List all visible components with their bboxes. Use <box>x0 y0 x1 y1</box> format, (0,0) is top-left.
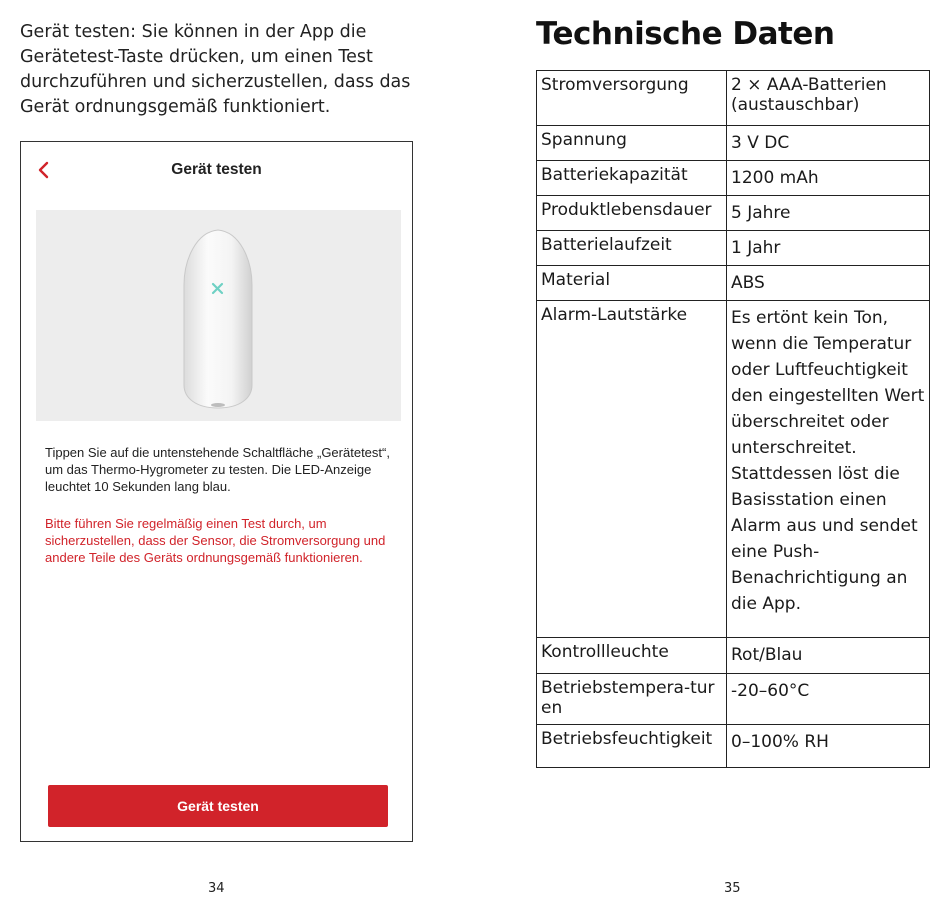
table-row <box>537 674 930 725</box>
spec-value: 3 V DC <box>727 126 930 161</box>
table-row <box>537 161 930 196</box>
spec-value: Rot/Blau <box>727 638 930 674</box>
screen-title: Gerät testen <box>171 161 262 178</box>
table-row <box>537 126 930 161</box>
spec-key: Betriebsfeuchtigkeit <box>537 725 727 768</box>
spec-key: Produktlebensdauer <box>537 196 727 231</box>
spec-key: Spannung <box>537 126 727 161</box>
table-row <box>537 196 930 231</box>
intro-text: Gerät testen: Sie können in der App die Gerätetest-Taste drücken, um einen Test durchzuführen und sicherzustellen, dass das Gerät ordnungsgemäß funktioniert. <box>20 22 411 117</box>
table-row <box>537 638 930 674</box>
spec-key: Alarm-Lautstärke <box>537 301 727 638</box>
spec-key: Kontrollleuchte <box>537 638 727 674</box>
app-screenshot <box>20 141 413 842</box>
spec-value: 2 × AAA-Batterien (austauschbar) <box>727 71 930 126</box>
specs-title: Technische Daten <box>536 16 835 52</box>
spec-key: Batterielaufzeit <box>537 231 727 266</box>
spec-key: Betriebstempera-turen <box>537 674 727 725</box>
spec-key: Batteriekapazität <box>537 161 727 196</box>
spec-key: Stromversorgung <box>537 71 727 126</box>
table-row <box>537 71 930 126</box>
table-row <box>537 231 930 266</box>
spec-value: 5 Jahre <box>727 196 930 231</box>
device-illustration <box>36 210 401 421</box>
test-device-button[interactable]: Gerät testen <box>48 785 388 827</box>
page-number-left: 34 <box>208 881 225 896</box>
spec-value: 0–100% RH <box>727 725 930 768</box>
page-number-right: 35 <box>724 881 741 896</box>
spec-value: 1 Jahr <box>727 231 930 266</box>
test-warning: Bitte führen Sie regelmäßig einen Test durch, um sicherzustellen, dass der Sensor, die Stromversorgung und andere Teile des Geräts ordnungsgemäß funktionieren. <box>45 516 386 565</box>
spec-value: Es ertönt kein Ton, wenn die Temperatur oder Luftfeuchtigkeit den eingestellten Wert überschreitet oder unterschreitet. Stattdessen löst die Basisstation einen Alarm aus und sendet eine Push-Benachrichtigung an die App. <box>727 301 930 638</box>
spec-value: -20–60°C <box>727 674 930 725</box>
spec-value: 1200 mAh <box>727 161 930 196</box>
test-instructions: Tippen Sie auf die untenstehende Schaltfläche „Gerätetest“, um das Thermo-Hygrometer zu testen. Die LED-Anzeige leuchtet 10 Sekunden lang blau. <box>45 445 390 494</box>
spec-key: Material <box>537 266 727 301</box>
spec-value: ABS <box>727 266 930 301</box>
specs-table <box>536 70 930 768</box>
table-row <box>537 301 930 638</box>
table-row <box>537 725 930 768</box>
table-row <box>537 266 930 301</box>
